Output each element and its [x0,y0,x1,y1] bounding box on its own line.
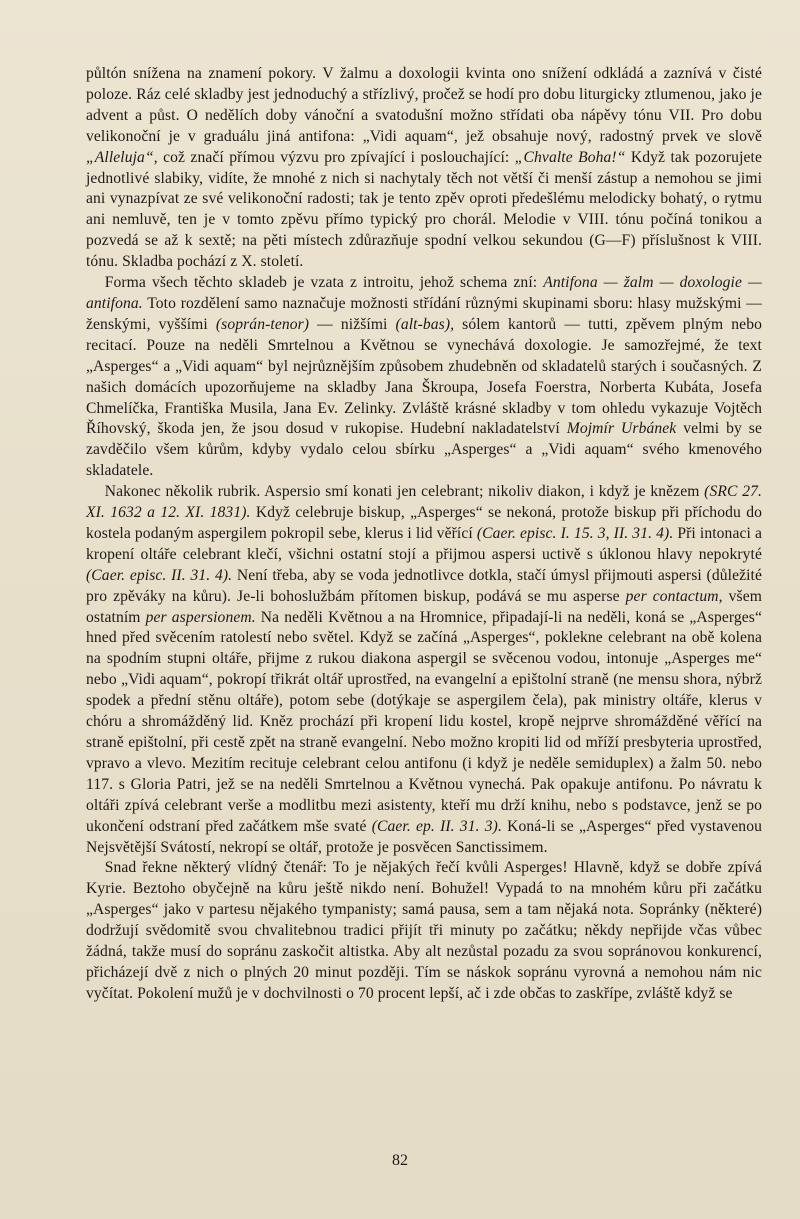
text-run: všem ostatním [86,587,762,626]
text-run: Toto rozdělení samo naznačuje možnosti střídání různými skupinami sboru: hlasy mužskými — ženskými, vyššími [86,294,762,333]
body-text [86,64,762,1005]
text-run: Při intonaci a kropení oltáře celebrant klečí, všichni ostatní stojí a přijmou aspersi uctivě s úklonou hlavy nepokryté [86,524,762,563]
italic-citation: Mojmír Urbánek [566,420,677,438]
italic-citation: (Caer. episc. II. 31. 4). [86,566,233,584]
italic-citation: per contactum, [625,587,723,605]
paragraph-2 [86,273,762,482]
italic-citation: per aspersionem. [145,608,256,626]
paragraph-1 [86,64,762,273]
italic-citation: (alt-bas), [395,315,455,333]
italic-citation: (Caer. episc. I. 15. 3, II. 31. 4). [476,524,674,542]
text-run: Na neděli Květnou a na Hromnice, připadají-li na neděli, koná se „Asperges“ hned před svěcením ratolestí nebo světel. Když se začíná „Asperges“, poklekne celebrant na obě kolena na spodním stupni oltáře, přijme z rukou diakona aspergil se svěcenou vodou, intonuje „Asperges me“ nebo „Vidi aquam“, pokropí třikrát oltář uprostřed, na evangelní a epištolní straně (ne mensu shora, nýbrž spodek a přední stěnu oltáře), potom sebe (dotýkaje se aspergilem čela), pak ministry oltáře, klerus v chóru a shromážděný lid. Kněz prochází při kropení lidu kostel, kropě nejprve shromážděné věřící na straně epištolní, při cestě zpět na straně evangelní. Nebo možno kropiti lid od mříží presbyteria uprostřed, vpravo a vlevo. Mezitím recituje celebrant celou antifonu (i když je neděle semiduplex) a žalm 50. nebo 117. s Gloria Patri, jež se na neděli Smrtelnou a Květnou vynechá. Pak opakuje antifonu. Po návratu k oltáři zpívá celebrant verše a modlitbu mezi asistenty, kteří mu drží knihu, nebo s podstavce, jenž se po ukončení odstraní před začátkem mše svaté [86,608,762,835]
text-run: Není třeba, aby se voda jednotlivce dotkla, stačí úmysl přijmouti aspersi (důležité pro zpěváky na kůru). Je-li bohoslužbám přítomen biskup, podává se mu asperse [86,566,762,605]
paragraph-3 [86,482,762,858]
italic-citation: „Alleluja“ [86,148,154,166]
text-run: sólem kantorů — tutti, zpěvem plným nebo recitací. Pouze na neděli Smrtelnou a Květnou se vynechává doxologie. Je samozřejmé, že text „Asperges“ a „Vidi aquam“ byl nejrůznějším způsobem zhudebněn od skladatelů starých i současných. Z našich domácích upozorňujeme na skladby Jana Škroupa, Josefa Foerstra, Norberta Kubáta, Josefa Chmelíčka, Františka Musila, Jana Ev. Zelinky. Zvláště krásné skladby v tom ohledu vykazuje Vojtěch Říhovský, škoda jen, že jsou dosud v rukopise. Hudební nakladatelství [86,315,762,438]
italic-citation: (SRC 27. XI. 1632 a 12. XI. 1831). [86,483,762,522]
text-run: , což značí přímou výzvu pro zpívající i poslouchající: [153,148,515,166]
text-run: Snad řekne některý vlídný čtenář: To je nějakých řečí kvůli Asperges! Hlavně, když se dobře zpívá Kyrie. Beztoho obyčejně na kůru ještě nikdo není. Bohužel! Vypadá to na mnohém kůru při začátku „Asperges“ jako v partesu nějakého tympanisty; samá pausa, sem a tam nějaká nota. Sopránky (některé) dodržují svědomitě svou chvalitebnou tradici přijít tři minuty po začátku; někdy nepřijde včas vůbec žádná, takže musí do sopránu zaskočit altistka. Aby alt nezůstal pozadu za svou sopránovou konkurencí, přicházejí dvě z nich o plných 20 minut později. Tím se náskok sopránu vyrovná a nemohou nám nic vyčítat. Pokolení mužů je v dochvilnosti o 70 procent lepší, ač i zde občas to zaskřípe, zvláště když se [86,859,762,1002]
italic-citation: „Chvalte Boha!“ [514,148,626,166]
text-run: půltón snížena na znamení pokory. V žalmu a doxologii kvinta ono snížení odkládá a zaznívá v čisté poloze. Ráz celé skladby jest jednoduchý a střízlivý, pročež se hodí pro dobu liturgicky ztlumenou, jako je advent a půst. O nedělích doby vánoční a svatodušní možno střídati oba nápěvy tónu VII. Pro dobu velikonoční je v graduálu jiná antifona: „Vidi aquam“, jež obsahuje nový, radostný prvek ve slově [86,65,762,145]
text-run: — nižšími [309,315,396,333]
page-number: 82 [392,1152,408,1169]
text-run: Když celebruje biskup, „Asperges“ se nekoná, protože biskup při příchodu do kostela podaným aspergilem pokropil sebe, klerus i lid věřící [86,504,762,542]
text-run: Když tak pozorujete jednotlivé slabiky, vidíte, že mnohé z nich si nachytaly těch not větší či menší zástup a nemohou se jimi ani vynazpívat ze své velikonoční radosti; tak je tento zpěv oproti předešlému melodicky bohatý, o rytmu ani nemluvě, ten je v tomto zpěvu přímo typický pro chorál. Melodie v VIII. tónu počíná tonikou a pozvedá se až k sextě; na pěti místech zdůrazňuje spodní velkou sekundou (G—F) příslušnost k VIII. tónu. Skladba pochází z X. století. [86,148,762,271]
paragraph-4 [86,858,762,1004]
text-run: velmi by se zavděčilo všem kůrům, kdyby vydalo celou sbírku „Asperges“ a „Vidi aquam“ svého kmenového skladatele. [86,420,762,480]
text-run: Forma všech těchto skladeb je vzata z introitu, jehož schema zní: [104,274,544,292]
italic-citation: (soprán-tenor) [215,315,310,333]
text-run: Nakonec několik rubrik. Aspersio smí konati jen celebrant; nikoliv diakon, i když je knězem [104,483,705,501]
text-run: Koná-li se „Asperges“ před vystavenou Nejsvětější Svátostí, nekropí se oltář, protože je posvěcen Sanctissimem. [86,817,762,856]
italic-citation: Antifona — žalm — doxologie — antifona. [86,274,762,312]
italic-citation: (Caer. ep. II. 31. 3). [371,817,502,835]
